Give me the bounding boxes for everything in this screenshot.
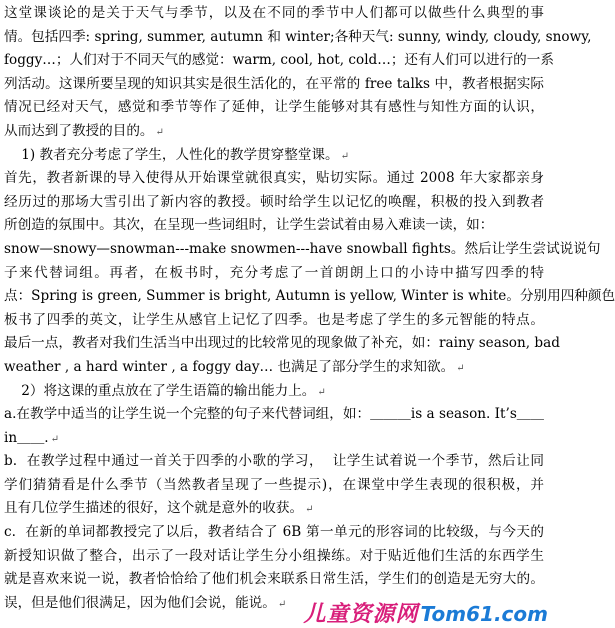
watermark-cn: 儿童资源网	[303, 602, 419, 627]
text-line: 就是喜欢来说一说，教者恰恰给了他们机会来联系日常生活，学生们的创造是无穷大的。	[4, 571, 544, 588]
text-line: c. 在新的单词都教授完了以后，教者结合了 6B 第一单元的形容词的比较级，与今天的	[4, 524, 544, 541]
text-line: a.在教学中适当的让学生说一个完整的句子来代替词组，如：＿＿＿is a season. It’s＿＿	[4, 406, 544, 423]
text-line: snow—snowy—snowman---make snowmen---have snowball fights。然后让学生尝试说说句	[4, 240, 601, 257]
text-line: 学们猜猜看是什么季节（当然教者呈现了一些提示)，在课堂中学生表现的很积极，并	[4, 476, 544, 493]
text-line: b. 在教学过程中通过一首关于四季的小歌的学习， 让学生试着说一个季节，然后让同	[4, 453, 544, 470]
text-line: 从而达到了教授的目的。 ↵	[4, 122, 164, 139]
text-line: 所创造的氛围中。其次，在呈现一些词组时，让学生尝试着由易入难读一读，如：	[4, 217, 494, 234]
paragraph-mark-icon: ↵	[155, 126, 164, 138]
text-line: 误，但是他们很满足，因为他们会说，能说。 ↵	[4, 594, 287, 611]
text-line: 经历过的那场大雪引出了新内容的教授。顿时给学生以记忆的唤醒，积极的投入到教者	[4, 193, 544, 210]
text-line: 点：Spring is green, Summer is bright, Autumn is yellow, Winter is white。分别用四种颜色	[4, 288, 615, 305]
text-line: 且有几位学生描述的很好，这个就是意外的收获。 ↵	[4, 500, 314, 517]
section-heading: 2）将这课的重点放在了学生语篇的输出能力上。 ↵	[4, 382, 326, 399]
text-line: 这堂课谈论的是关于天气与季节，以及在不同的季节中人们都可以做些什么典型的事	[4, 5, 544, 21]
text-line: 首先，教者新课的导入使得从开始课堂就很真实，贴切实际。通过 2008 年大家都亲身	[4, 170, 544, 187]
text-line: 子来代替词组。再者，在板书时，充分考虑了一首朗朗上口的小诗中描写四季的特	[4, 264, 544, 281]
text-line: 最后一点，教者对我们生活当中出现过的比较常见的现象做了补充，如：rainy season, bad	[4, 335, 560, 352]
text-line: foggy…；人们对于不同天气的感觉：warm, cool, hot, cold…；还有人们可以进行的一系	[4, 52, 554, 69]
paragraph-mark-icon: ↵	[50, 433, 60, 445]
text-line: 情况已经对天气，感觉和季节等作了延伸，让学生能够对其有感性与知性方面的认识，	[4, 99, 544, 116]
paragraph-mark-icon: ↵	[340, 150, 350, 162]
paragraph-mark-icon: ↵	[277, 598, 287, 610]
text-line: 板书了四季的英文，让学生从感官上记忆了四季。也是考虑了学生的多元智能的特点。	[4, 311, 544, 328]
watermark-en: Tom61.com	[420, 602, 548, 626]
text-line: 列活动。这课所要呈现的知识其实是很生活化的，在平常的 free talks 中，教者根据实际	[4, 75, 544, 92]
paragraph-mark-icon: ↵	[317, 386, 326, 398]
paragraph-mark-icon: ↵	[305, 504, 314, 516]
text-line: 情。包括四季: spring, summer, autumn 和 winter;各种天气: sunny, windy, cloudy, snowy,	[4, 28, 592, 45]
text-line: in＿＿. ↵	[4, 429, 60, 446]
section-heading: 1) 教者充分考虑了学生，人性化的教学贯穿整堂课。 ↵	[4, 146, 350, 163]
paragraph-mark-icon: ↵	[456, 362, 465, 374]
text-line: 新授知识做了整合，出示了一段对话让学生分小组操练。对于贴近他们生活的东西学生	[4, 547, 544, 564]
document-page	[4, 2, 615, 615]
text-line: weather , a hard winter , a foggy day… 也满足了部分学生的求知欲。 ↵	[4, 358, 465, 375]
site-watermark	[303, 597, 548, 628]
